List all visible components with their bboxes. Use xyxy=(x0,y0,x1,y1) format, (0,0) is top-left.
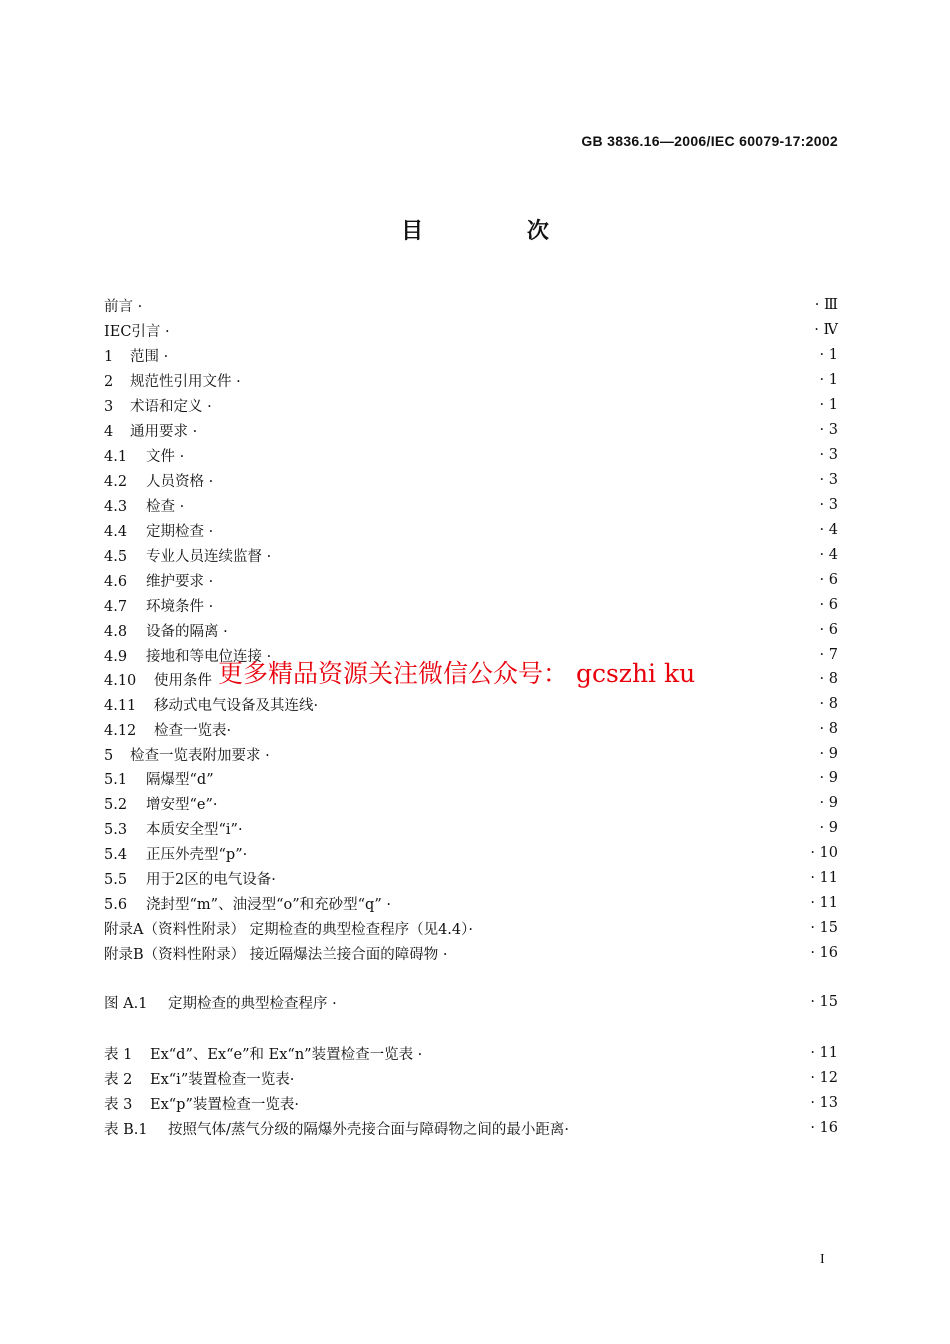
toc-entry-text: 移动式电气设备及其连线· xyxy=(154,697,319,714)
toc-entry[interactable] xyxy=(104,569,838,591)
toc-entry-text: 设备的隔离 · xyxy=(146,623,228,640)
toc-entry[interactable] xyxy=(104,494,838,516)
toc-entry-title xyxy=(104,570,804,591)
toc-entry-text: 定期检查 · xyxy=(146,523,214,540)
toc-entry-number: 4.9 xyxy=(104,648,128,665)
toc-entry-page: · 11 xyxy=(810,870,838,886)
toc-entry-number: 5.3 xyxy=(104,821,128,838)
toc-entry-text: Ex“p”装置检查一览表· xyxy=(150,1096,299,1113)
toc-entry[interactable] xyxy=(104,619,838,641)
toc-entry[interactable] xyxy=(104,419,838,441)
toc-entry-title xyxy=(104,320,804,341)
toc-entry-number: 4.5 xyxy=(104,548,128,565)
toc-entry-page: · 3 xyxy=(819,447,838,463)
toc-entry-number: 2 xyxy=(104,373,114,390)
toc-entry[interactable] xyxy=(104,1042,838,1064)
toc-entry-page: · 10 xyxy=(810,845,838,861)
toc-entry[interactable] xyxy=(104,942,838,964)
toc-entry-text: 定期检查的典型检查程序 · xyxy=(168,995,337,1012)
toc-entry-page: · Ⅳ xyxy=(814,322,838,338)
toc-entry-title xyxy=(104,793,804,814)
toc-entry-number: 4.6 xyxy=(104,573,128,590)
toc-entry-title xyxy=(104,470,804,491)
toc-entry-number: 5.6 xyxy=(104,896,128,913)
toc-entry-text: 环境条件 · xyxy=(146,598,214,615)
toc-entry[interactable] xyxy=(104,892,838,914)
toc-entry-number: 4.10 xyxy=(104,672,137,689)
toc-entry-number: 表 B.1 xyxy=(104,1121,148,1138)
toc-entry-title xyxy=(104,620,804,641)
toc-entry-text: 使用条件 xyxy=(154,672,212,689)
toc-entry-text: 本质安全型“i”· xyxy=(146,821,243,838)
toc-entry[interactable] xyxy=(104,344,838,366)
page-title: 目 次 xyxy=(401,219,597,244)
toc-entry-text: 术语和定义 · xyxy=(130,398,212,415)
toc-entry[interactable] xyxy=(104,1117,838,1139)
toc-entry[interactable] xyxy=(104,767,838,789)
toc-entry[interactable] xyxy=(104,842,838,864)
toc-entry-title xyxy=(104,943,804,964)
toc-entry-title xyxy=(104,520,804,541)
toc-entry-page: · 9 xyxy=(819,795,838,811)
toc-entry-number: 4.8 xyxy=(104,623,128,640)
toc-entry-number: 4.11 xyxy=(104,697,137,714)
toc-entry-title xyxy=(104,1068,804,1089)
toc-entry-number: 5.2 xyxy=(104,796,128,813)
toc-entry-number: 表 3 xyxy=(104,1096,133,1113)
toc-entry-page: · 7 xyxy=(819,647,838,663)
toc-entry-page: · 15 xyxy=(810,994,838,1010)
toc-entry-number: 4.1 xyxy=(104,448,128,465)
toc-entry-title xyxy=(104,918,804,939)
toc-entry[interactable] xyxy=(104,917,838,939)
toc-entry-number: 1 xyxy=(104,348,114,365)
toc-entry-number: 5.4 xyxy=(104,846,128,863)
watermark-text: 更多精品资源关注微信公众号： gcszhi ku xyxy=(218,659,696,688)
toc-entry-title xyxy=(104,818,804,839)
toc-entry-number: 4.2 xyxy=(104,473,128,490)
toc-entry-text: 浇封型“m”、油浸型“o”和充砂型“q” · xyxy=(146,896,391,913)
toc-entry-title xyxy=(104,595,804,616)
toc-entry-title xyxy=(104,495,804,516)
toc-entry-text: 维护要求 · xyxy=(146,573,214,590)
toc-entry-number: 表 1 xyxy=(104,1046,133,1063)
toc-entry-text: 人员资格 · xyxy=(146,473,214,490)
toc-entry-text: 规范性引用文件 · xyxy=(130,373,241,390)
toc-entry-text: Ex“d”、Ex“e”和 Ex“n”装置检查一览表 · xyxy=(150,1046,423,1063)
toc-entry-page: · 12 xyxy=(810,1070,838,1086)
toc-entry-title xyxy=(104,345,804,366)
toc-entry-page: · 9 xyxy=(819,820,838,836)
toc-entry-title xyxy=(104,1093,804,1114)
toc-entry-title xyxy=(104,370,804,391)
toc-entry[interactable] xyxy=(104,817,838,839)
toc-entry[interactable] xyxy=(104,1092,838,1114)
toc-entry-page: · 16 xyxy=(810,945,838,961)
toc-entry-text: 隔爆型“d” xyxy=(146,771,214,788)
toc-entry-page: · 1 xyxy=(819,397,838,413)
toc-entry[interactable] xyxy=(104,294,838,316)
toc-entry-number: 4 xyxy=(104,423,114,440)
toc-entry-number: 4.4 xyxy=(104,523,128,540)
toc-entry-title xyxy=(104,1118,804,1139)
toc-entry-text: 正压外壳型“p”· xyxy=(146,846,248,863)
toc-entry-number: 4.7 xyxy=(104,598,128,615)
toc-entry[interactable] xyxy=(104,369,838,391)
toc-entry-page: · 4 xyxy=(819,547,838,563)
toc-entry-title xyxy=(104,694,804,715)
toc-entry-text: 检查一览表· xyxy=(154,722,232,739)
toc-entry[interactable] xyxy=(104,394,838,416)
toc-entry-title xyxy=(104,719,804,740)
toc-entry-page: · 6 xyxy=(819,572,838,588)
toc-entry-text: 附录B（资料性附录） 接近隔爆法兰接合面的障碍物 · xyxy=(104,946,448,963)
toc-entry-page: · 6 xyxy=(819,597,838,613)
toc-entry-title xyxy=(104,545,804,566)
toc-entry-text: IEC引言 · xyxy=(104,323,170,340)
toc-entry-page: · 1 xyxy=(819,372,838,388)
toc-entry-title xyxy=(104,744,804,765)
toc-entry-text: 用于2区的电气设备· xyxy=(146,871,276,888)
toc-entry[interactable] xyxy=(104,469,838,491)
toc-entry-number: 5.5 xyxy=(104,871,128,888)
toc-entry-number: 3 xyxy=(104,398,114,415)
toc-entry-page: · 8 xyxy=(819,721,838,737)
toc-entry[interactable] xyxy=(104,519,838,541)
toc-entry-number: 表 2 xyxy=(104,1071,133,1088)
toc-entry-title xyxy=(104,1043,804,1064)
toc-entry-text: 范围 · xyxy=(130,348,169,365)
toc-entry-title xyxy=(104,295,804,316)
toc-entry-title xyxy=(104,395,804,416)
toc-entry[interactable] xyxy=(104,444,838,466)
toc-entry[interactable] xyxy=(104,991,838,1013)
toc-entry-number: 5.1 xyxy=(104,771,128,788)
toc-entry-text: 附录A（资料性附录） 定期检查的典型检查程序（见4.4）· xyxy=(104,921,473,938)
toc-entry-title xyxy=(104,420,804,441)
toc-entry[interactable] xyxy=(104,693,838,715)
toc-entry-text: 文件 · xyxy=(146,448,185,465)
toc-entry[interactable] xyxy=(104,594,838,616)
toc-entry[interactable] xyxy=(104,319,838,341)
document-code: GB 3836.16—2006/IEC 60079-17:2002 xyxy=(581,133,838,149)
toc-entry-text: 前言 · xyxy=(104,298,143,315)
toc-entry-page: · 16 xyxy=(810,1120,838,1136)
toc-entry-page: · 3 xyxy=(819,472,838,488)
toc-entry-page: · 1 xyxy=(819,347,838,363)
toc-entry-text: 接地和等电位连接 · xyxy=(146,648,272,665)
toc-entry-page: · 8 xyxy=(819,696,838,712)
toc-entry-number: 图 A.1 xyxy=(104,995,148,1012)
toc-entry[interactable] xyxy=(104,718,838,740)
toc-entry-page: · 15 xyxy=(810,920,838,936)
toc-entry-text: 检查 · xyxy=(146,498,185,515)
toc-entry-text: 专业人员连续监督 · xyxy=(146,548,272,565)
toc-entry-page: · 11 xyxy=(810,895,838,911)
toc-entry-text: 按照气体/蒸气分级的隔爆外壳接合面与障碍物之间的最小距离· xyxy=(168,1121,569,1138)
toc-entry-number: 5 xyxy=(104,747,114,764)
toc-entry-title xyxy=(104,843,804,864)
toc-entry-page: · 11 xyxy=(810,1045,838,1061)
toc-entry-title xyxy=(104,992,804,1013)
toc-entry-page: · 3 xyxy=(819,497,838,513)
toc-entry-page: · 6 xyxy=(819,622,838,638)
toc-entry-title xyxy=(104,868,804,889)
toc-entry-text: 通用要求 · xyxy=(130,423,198,440)
toc-entry[interactable] xyxy=(104,867,838,889)
page-number: I xyxy=(820,1252,825,1267)
toc-entry-page: · 9 xyxy=(819,770,838,786)
toc-entry[interactable] xyxy=(104,743,838,765)
toc-entry[interactable] xyxy=(104,544,838,566)
toc-entry-page: · 3 xyxy=(819,422,838,438)
toc-entry-page: · 4 xyxy=(819,522,838,538)
toc-entry-page: · Ⅲ xyxy=(814,297,838,313)
toc-entry-page: · 8 xyxy=(819,671,838,687)
toc-entry[interactable] xyxy=(104,792,838,814)
toc-entry-number: 4.12 xyxy=(104,722,137,739)
toc-entry[interactable] xyxy=(104,1067,838,1089)
toc-entry-title xyxy=(104,445,804,466)
toc-entry-page: · 13 xyxy=(810,1095,838,1111)
toc-entry-title xyxy=(104,893,804,914)
toc-entry-text: Ex“i”装置检查一览表· xyxy=(150,1071,295,1088)
toc-entry-text: 增安型“e”· xyxy=(146,796,218,813)
toc-entry-title xyxy=(104,768,804,789)
toc-entry-page: · 9 xyxy=(819,746,838,762)
toc-entry-number: 4.3 xyxy=(104,498,128,515)
toc-entry-text: 检查一览表附加要求 · xyxy=(130,747,270,764)
